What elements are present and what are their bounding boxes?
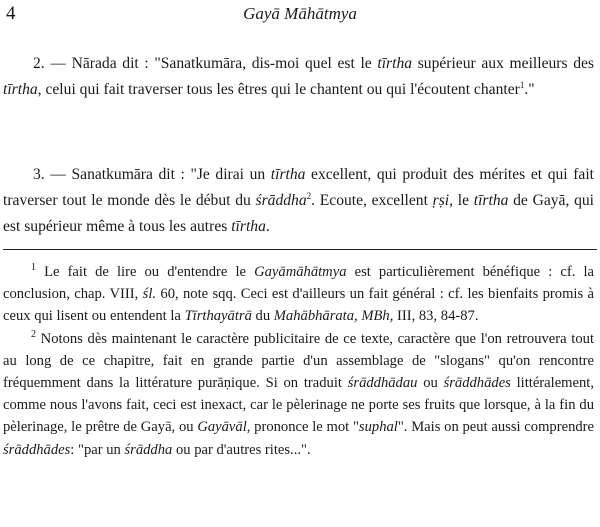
footnote-1: $^1$ Le fait de lire ou d'entendre le Gayāmāhātmya est particulièrement bénéfique : cf. la conclusion, chap. VIII, śl. 60, note sqq. Ceci est d'ailleurs un fait général : cf. les bienfaits promis à ceux qui lisent ou entendent la Tīrthayātrā du Mahābhārata, MBh, III, 83, 84-87. [3,262,594,325]
page-header [6,3,594,29]
verse-paragraph-3: 3. — Sanatkumāra dit : "Je dirai un tīrtha excellent, qui produit des mérites et qui fait traverser tout le monde dès le début du śrāddha$^2$. Ecoute, excellent ṛṣi, le tīrtha de Gayā, qui est supérieur même à tous les autres tīrtha. [3,166,595,235]
footnote-reference: 1 [519,79,525,90]
footnote-mark: 1 [31,262,36,274]
running-title: Gayā Māhātmya [243,4,357,23]
footnote-separator [3,249,597,250]
footnote-reference: 2 [306,190,312,201]
footnotes [3,261,594,461]
verse-number: 3. [33,166,45,183]
page-number: 4 [6,3,16,24]
verse-number: 2. [33,55,45,72]
footnote-2: $^2$ Notons dès maintenant le caractère publicitaire de ce texte, caractère que l'on retrouvera tout au long de ce chapitre, fait en grande partie d'un assemblage de "slogans" qu'on rencontre fréquemment dans la littérature purāṇique. Si on traduit śrāddhādau ou śrāddhādes littéralement, comme nous l'avons fait, ceci est inexact, car le pèlerinage ne porte ses fruits que lorsque, à la fin du pèlerinage, le prêtre de Gayā, ou Gayāvāl, prononce le mot "suphal". Mais on peut aussi comprendre śrāddhādes: "par un śrāddha ou par d'autres rites...". [3,328,595,458]
footnote-mark: 2 [31,328,36,340]
verse-paragraph-2: 2. — Nārada dit : "Sanatkumāra, dis-moi quel est le tīrtha supérieur aux meilleurs des tīrtha, celui qui fait traverser tous les êtres qui le chantent ou qui l'écoutent chanter$^1$." [3,55,594,98]
